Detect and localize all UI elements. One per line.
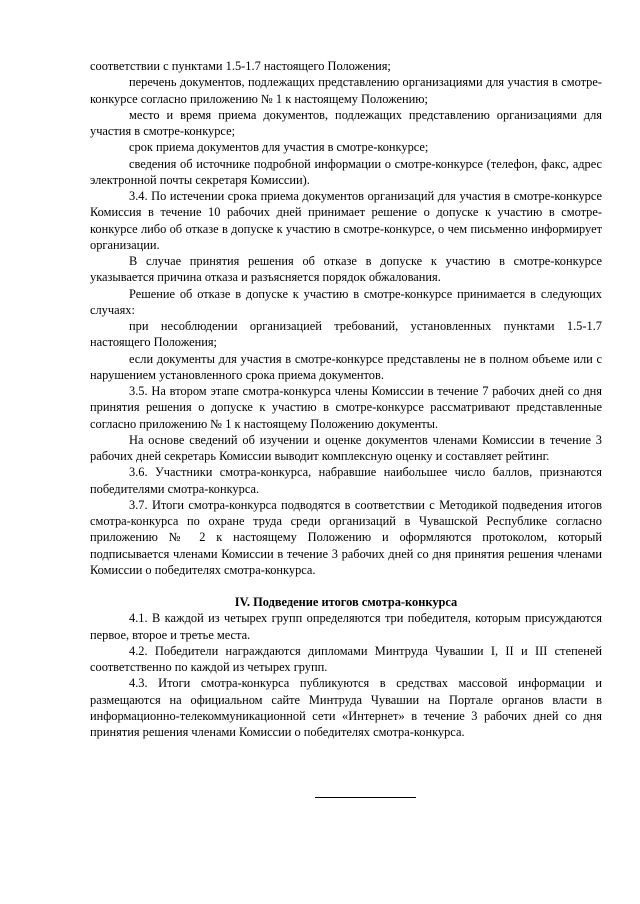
paragraph: соответствии с пунктами 1.5-1.7 настоящего Положения; [90,59,391,73]
paragraph: срок приема документов для участия в смотре-конкурсе; [129,140,429,155]
section-three-continued [90,58,602,578]
end-divider-line [315,797,416,798]
paragraph: В случае принятия решения об отказе в допуске к участию в смотре-конкурсе указывается причина отказа и разъясняется порядок обжалования. [90,254,602,285]
paragraph: 4.1. В каждой из четырех групп определяются три победителя, которым присуждаются первое, второе и третье места. [90,611,602,642]
paragraph: при несоблюдении организацией требований, установленных пунктами 1.5-1.7 настоящего Положения; [90,319,602,350]
paragraph: 3.6. Участники смотра-конкурса, набравшие наибольшее число баллов, признаются победителями смотра-конкурса. [90,465,602,496]
paragraph: 3.4. По истечении срока приема документов организаций для участия в смотре-конкурсе Комиссия в течение 10 рабочих дней принимает решение о допуске к участию в смотре-конкурсе либо об отказе в допуске к участию в смотре-конкурсе, о чем письменно информирует организации. [90,189,602,252]
section-four-body [90,610,602,740]
paragraph: 3.7. Итоги смотра-конкурса подводятся в соответствии с Методикой подведения итогов смотра-конкурса по охране труда среди организаций в Чувашской Республике согласно приложению № 2 к настоящему Положению и оформляются протоколом, который подписывается членами Комиссии в течение 3 рабочих дней со дня принятия решения членами Комиссии о победителях смотра-конкурса. [90,497,602,577]
paragraph: 4.2. Победители награждаются дипломами Минтруда Чувашии I, II и III степеней соответственно по каждой из четырех групп. [90,643,602,674]
paragraph: перечень документов, подлежащих представлению организациями для участия в смотре-конкурсе согласно приложению № 1 к настоящему Положению; [90,75,602,106]
paragraph: сведения об источнике подробной информации о смотре-конкурсе (телефон, факс, адрес электронной почты секретаря Комиссии). [90,156,602,187]
paragraph: На основе сведений об изучении и оценке документов членами Комиссии в течение 3 рабочих дней секретарь Комиссии выводит комплексную оценку и составляет рейтинг. [90,432,602,463]
paragraph: если документы для участия в смотре-конкурсе представлены не в полном объеме или с нарушением установленного срока приема документов. [90,351,602,382]
paragraph: 3.5. На втором этапе смотра-конкурса члены Комиссии в течение 7 рабочих дней со дня принятия решения о допуске к участию в смотре-конкурсе рассматривают представленные согласно приложению № 1 к настоящему Положению документы. [90,384,602,431]
document-body [90,58,602,740]
paragraph: Решение об отказе в допуске к участию в смотре-конкурсе принимается в следующих случаях: [90,286,602,317]
paragraph: 4.3. Итоги смотра-конкурса публикуются в средствах массовой информации и размещаются на официальном сайте Минтруда Чувашии на Портале органов власти в информационно-телекоммуникационной сети «Интернет» в течение 3 рабочих дней со дня принятия решения членами Комиссии о победителях смотра-конкурса. [90,676,602,739]
paragraph: место и время приема документов, подлежащих представлению организациями для участия в смотре-конкурсе; [90,107,602,138]
section-heading: IV. Подведение итогов смотра-конкурса [234,595,458,609]
